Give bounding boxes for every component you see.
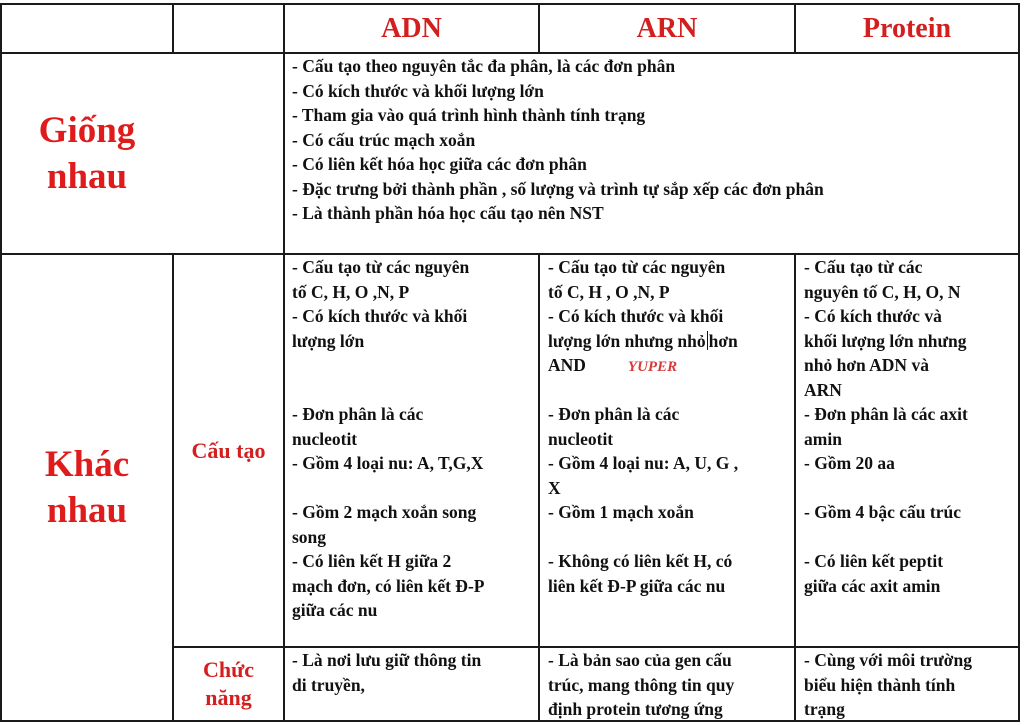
structure-protein-line: amin xyxy=(804,428,842,449)
structure-adn-line: song xyxy=(292,526,327,547)
structure-adn-line: - Gồm 4 loại nu: A, T,G,X xyxy=(292,453,484,473)
structure-label-text: Cấu tạo xyxy=(191,437,266,463)
structure-adn-line: mạch đơn, có liên kết Đ-P xyxy=(292,575,485,596)
structure-arn-line: liên kết Đ-P giữa các nu xyxy=(548,575,726,596)
function-label-line1: Chức xyxy=(202,657,255,682)
similarity-item: - Có cấu trúc mạch xoắn xyxy=(292,129,476,150)
structure-arn-line: - Không có liên kết H, có xyxy=(548,551,733,571)
similarities-label-line2: nhau xyxy=(46,155,128,197)
structure-protein-line: giữa các axit amin xyxy=(804,575,941,596)
structure-adn-line: lượng lớn xyxy=(292,330,365,351)
structure-adn-line: - Có kích thước và khối xyxy=(292,306,468,326)
similarity-item: - Có kích thước và khối lượng lớn xyxy=(292,80,544,101)
similarities-list xyxy=(292,54,1012,226)
structure-arn-text: lượng lớn nhưng nhỏ xyxy=(548,330,706,351)
table-border-right xyxy=(1018,3,1020,722)
structure-arn-cell xyxy=(548,255,792,598)
function-adn-line: - Là nơi lưu giữ thông tin xyxy=(292,650,482,670)
similarities-label xyxy=(2,54,172,253)
structure-arn-line xyxy=(548,329,792,354)
structure-adn-line: - Có liên kết H giữa 2 xyxy=(292,551,452,571)
header-arn: ARN xyxy=(636,12,698,44)
structure-protein-line: - Có liên kết peptit xyxy=(804,551,944,571)
table-rule-sublabel-col xyxy=(283,3,285,722)
structure-adn-cell xyxy=(292,255,536,623)
structure-arn-line: - Gồm 4 loại nu: A, U, G , xyxy=(548,453,739,473)
function-label xyxy=(174,648,283,720)
structure-protein-line: khối lượng lớn nhưng xyxy=(804,330,967,351)
structure-protein-cell xyxy=(804,255,1016,598)
structure-adn-line: - Gồm 2 mạch xoắn song xyxy=(292,502,477,522)
differences-label-line2: nhau xyxy=(46,489,128,531)
text-cursor xyxy=(707,331,708,350)
structure-arn-line: - Đơn phân là các xyxy=(548,404,680,424)
structure-label xyxy=(174,255,283,646)
structure-arn-line: - Cấu tạo từ các nguyên xyxy=(548,257,726,277)
watermark-label: YUPER xyxy=(627,359,678,375)
similarity-item: - Là thành phần hóa học cấu tạo nên NST xyxy=(292,203,604,223)
structure-arn-line: - Có kích thước và khối xyxy=(548,306,724,326)
similarities-label-line1: Giống xyxy=(38,109,136,151)
structure-adn-line: - Cấu tạo từ các nguyên xyxy=(292,257,470,277)
structure-protein-line: - Cấu tạo từ các xyxy=(804,257,923,277)
structure-arn-line: X xyxy=(548,477,561,498)
function-adn-line: di truyền, xyxy=(292,674,365,695)
structure-arn-text: AND xyxy=(548,355,586,375)
function-protein-line: trạng xyxy=(804,699,845,719)
differences-label xyxy=(2,255,172,720)
structure-protein-line: nguyên tố C, H, O, N xyxy=(804,281,961,302)
structure-protein-line: - Có kích thước và xyxy=(804,306,942,326)
function-arn-line: định protein tương ứng xyxy=(548,699,723,719)
structure-arn-line: - Gồm 1 mạch xoắn xyxy=(548,502,694,522)
function-protein-line: biểu hiện thành tính xyxy=(804,674,956,695)
similarity-item: - Đặc trưng bởi thành phần , số lượng và trình tự sắp xếp các đơn phân xyxy=(292,178,824,199)
function-adn-cell xyxy=(292,648,536,697)
differences-label-line1: Khác xyxy=(44,443,130,485)
structure-adn-line: tố C, H, O ,N, P xyxy=(292,281,410,302)
function-label-line2: năng xyxy=(205,685,252,710)
table-rule-adn-col-lower xyxy=(538,253,540,722)
similarity-item: - Cấu tạo theo nguyên tắc đa phân, là các đơn phân xyxy=(292,56,676,76)
structure-protein-line: nhỏ hơn ADN và xyxy=(804,355,929,375)
table-rule-label-col xyxy=(172,3,174,53)
function-arn-cell xyxy=(548,648,792,722)
structure-arn-text: hơn xyxy=(708,330,738,351)
structure-arn-line: nucleotit xyxy=(548,428,614,449)
structure-arn-line: tố C, H , O ,N, P xyxy=(548,281,670,302)
structure-adn-line: - Đơn phân là các xyxy=(292,404,424,424)
table-rule-arn-col-lower xyxy=(794,253,796,722)
header-adn: ADN xyxy=(381,12,442,44)
structure-protein-line: - Đơn phân là các axit xyxy=(804,404,968,424)
similarity-item: - Tham gia vào quá trình hình thành tính trạng xyxy=(292,105,646,125)
structure-protein-line: - Gồm 4 bậc cấu trúc xyxy=(804,502,961,522)
function-arn-line: trúc, mang thông tin quy xyxy=(548,674,735,695)
structure-protein-line: ARN xyxy=(804,379,842,400)
structure-adn-line: giữa các nu xyxy=(292,600,378,620)
structure-adn-line: nucleotit xyxy=(292,428,358,449)
function-protein-line: - Cùng với môi trường xyxy=(804,650,972,670)
structure-arn-line xyxy=(548,353,792,378)
function-arn-line: - Là bản sao của gen cấu xyxy=(548,650,732,670)
similarity-item: - Có liên kết hóa học giữa các đơn phân xyxy=(292,154,587,174)
structure-protein-line: - Gồm 20 aa xyxy=(804,453,895,473)
function-protein-cell xyxy=(804,648,1016,722)
header-protein: Protein xyxy=(862,12,952,44)
